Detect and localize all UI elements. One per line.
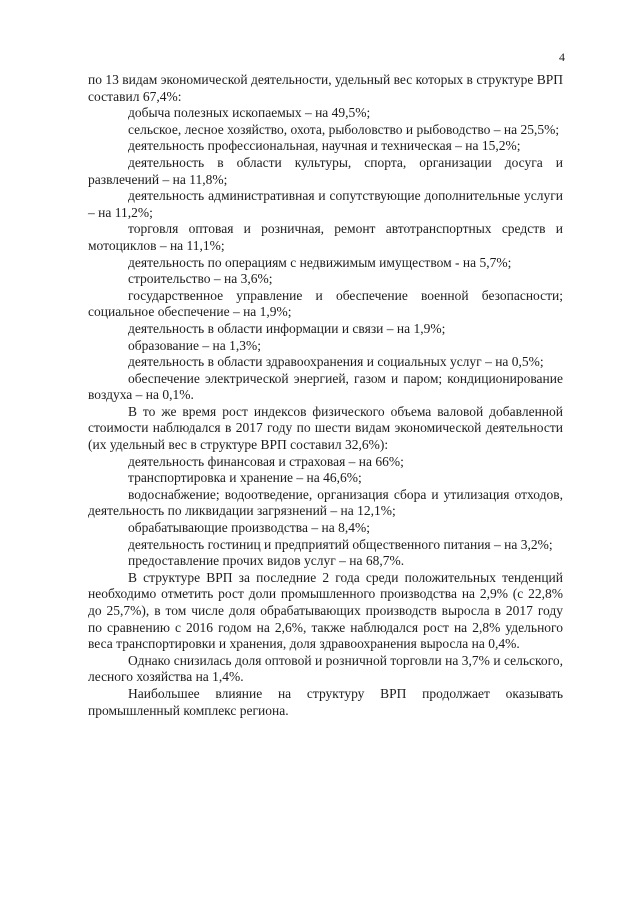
paragraph-p12: деятельность в области здравоохранения и социальных услуг – на 0,5%;: [128, 354, 544, 370]
page-number: 4: [559, 50, 565, 64]
paragraph-p4: деятельность в области культуры, спорта, организации досуга и развлечений – на 11,8%;: [88, 154, 563, 187]
paragraph-p15: деятельность финансовая и страховая – на 66%;: [128, 453, 404, 469]
paragraph-p23: Наибольшее влияние на структуру ВРП продолжает оказывать промышленный комплекс региона.: [88, 685, 563, 718]
paragraph-p17: водоснабжение; водоотведение, организация сбора и утилизация отходов, деятельность по ликвидации загрязнений – на 12,1%;: [88, 486, 563, 519]
paragraph-p6: торговля оптовая и розничная, ремонт автотранспортных средств и мотоциклов – на 11,1%;: [88, 221, 563, 253]
paragraph-p16: транспортировка и хранение – на 46,6%;: [128, 470, 362, 486]
paragraph-p11: образование – на 1,3%;: [128, 337, 261, 353]
paragraph-p8: строительство – на 3,6%;: [128, 271, 273, 287]
paragraph-p13: обеспечение электрической энергией, газом и паром; кондиционирование воздуха – на 0,1%.: [88, 370, 563, 403]
paragraph-p14: В то же время рост индексов физического объема валовой добавленной стоимости наблюдался в 2017 году по шести видам экономической деятельности (их удельный вес в структуре ВРП составил 32,6%):: [88, 403, 563, 453]
paragraph-p9: государственное управление и обеспечение военной безопасности; социальное обеспечение – на 1,9%;: [88, 287, 563, 320]
paragraph-p18: обрабатывающие производства – на 8,4%;: [128, 520, 370, 536]
paragraph-p1: добыча полезных ископаемых – на 49,5%;: [128, 105, 371, 121]
paragraph-p7: деятельность по операциям с недвижимым имуществом - на 5,7%;: [128, 254, 512, 270]
paragraph-p0: по 13 видам экономической деятельности, удельный вес которых в структуре ВРП составил 67,4%:: [88, 72, 563, 104]
paragraph-p2: сельское, лесное хозяйство, охота, рыболовство и рыбоводство – на 25,5%;: [128, 121, 560, 137]
paragraph-p3: деятельность профессиональная, научная и техническая – на 15,2%;: [128, 138, 521, 154]
paragraph-p20: предоставление прочих видов услуг – на 68,7%.: [128, 553, 405, 569]
paragraph-p21: В структуре ВРП за последние 2 года среди положительных тенденций необходимо отметить рост доли промышленного производства на 2,9% (с 22,8% до 25,7%), в том числе доля обрабатывающих производств выросла в 2017 году по сравнению с 2016 годом на 2,6%, также наблюдался рост на 2,8% удельного веса транспортировки и хранения, доля здравоохранения выросла на 0,4%.: [88, 569, 563, 652]
paragraph-p10: деятельность в области информации и связи – на 1,9%;: [128, 320, 446, 336]
body-text: [88, 72, 563, 719]
paragraph-p19: деятельность гостиниц и предприятий общественного питания – на 3,2%;: [128, 536, 553, 552]
paragraph-p5: деятельность административная и сопутствующие дополнительные услуги – на 11,2%;: [88, 188, 563, 220]
paragraph-p22: Однако снизилась доля оптовой и розничной торговли на 3,7% и сельского, лесного хозяйства на 1,4%.: [88, 652, 563, 685]
